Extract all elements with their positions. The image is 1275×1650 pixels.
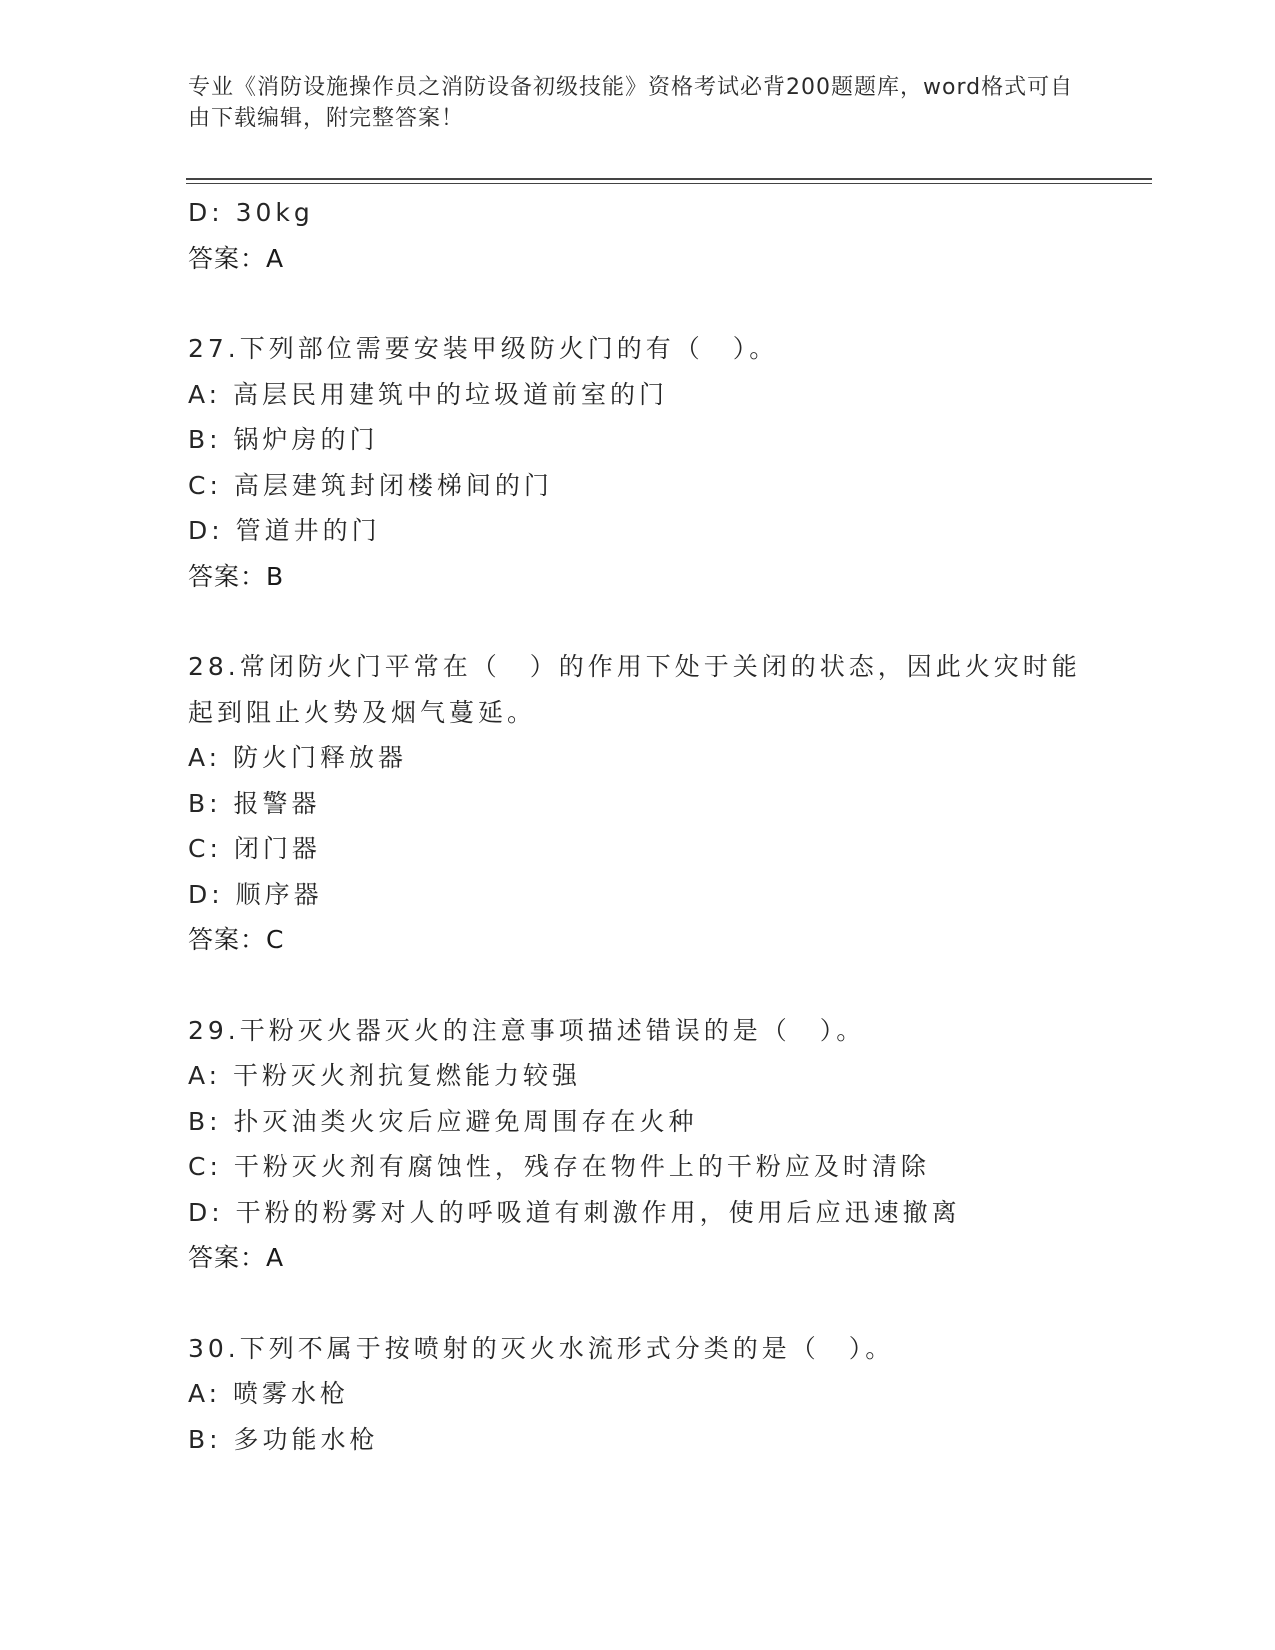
answer-line: 答案：B: [188, 561, 285, 591]
option-d: D: 顺序器: [188, 879, 323, 909]
spacer: [188, 1281, 1088, 1326]
question-30: [188, 1326, 1088, 1463]
header-rule-thick: [186, 178, 1152, 180]
document-header: 专业《消防设施操作员之消防设备初级技能》资格考试必背200题题库，word格式可自由下载编辑，附完整答案！: [188, 75, 1074, 131]
option-c: C: 干粉灭火剂有腐蚀性，残存在物件上的干粉应及时清除: [188, 1152, 930, 1181]
option-b: B: 扑灭油类火灾后应避免周围存在火种: [188, 1106, 698, 1136]
header-rule-thin: [186, 183, 1152, 184]
option-a: A: 防火门释放器: [188, 743, 408, 772]
option-a: A: 喷雾水枪: [188, 1379, 350, 1408]
option-c: C: 闭门器: [188, 834, 321, 863]
option-d: D: 管道井的门: [188, 516, 381, 545]
previous-question-tail: [188, 190, 1088, 281]
spacer: [188, 281, 1088, 326]
question-stem: 27.下列部位需要安装甲级防火门的有（ ）。: [188, 334, 779, 363]
spacer: [188, 599, 1088, 644]
question-stem: 28.常闭防火门平常在（ ）的作用下处于关闭的状态，因此火灾时能起到阻止火势及烟气蔓延。: [188, 652, 1081, 727]
question-29: [188, 1008, 1088, 1281]
question-content: [188, 190, 1088, 1462]
option-b: B: 多功能水枪: [188, 1424, 379, 1454]
question-stem: 29.干粉灭火器灭火的注意事项描述错误的是（ ）。: [188, 1015, 866, 1045]
option-b: B: 锅炉房的门: [188, 425, 379, 454]
question-stem: 30.下列不属于按喷射的灭火水流形式分类的是（ ）。: [188, 1333, 895, 1363]
question-27: [188, 326, 1088, 599]
option-d: D: 30kg: [188, 198, 314, 227]
option-b: B: 报警器: [188, 788, 321, 818]
option-d: D: 干粉的粉雾对人的呼吸道有刺激作用，使用后应迅速撤离: [188, 1197, 961, 1227]
answer-line: 答案：A: [188, 1243, 285, 1272]
option-a: A: 干粉灭火剂抗复燃能力较强: [188, 1061, 582, 1090]
option-c: C: 高层建筑封闭楼梯间的门: [188, 470, 553, 500]
answer-line: 答案：C: [188, 925, 285, 954]
spacer: [188, 963, 1088, 1008]
option-a: A: 高层民用建筑中的垃圾道前室的门: [188, 379, 669, 409]
question-28: [188, 644, 1088, 963]
answer-line: 答案：A: [188, 243, 285, 273]
